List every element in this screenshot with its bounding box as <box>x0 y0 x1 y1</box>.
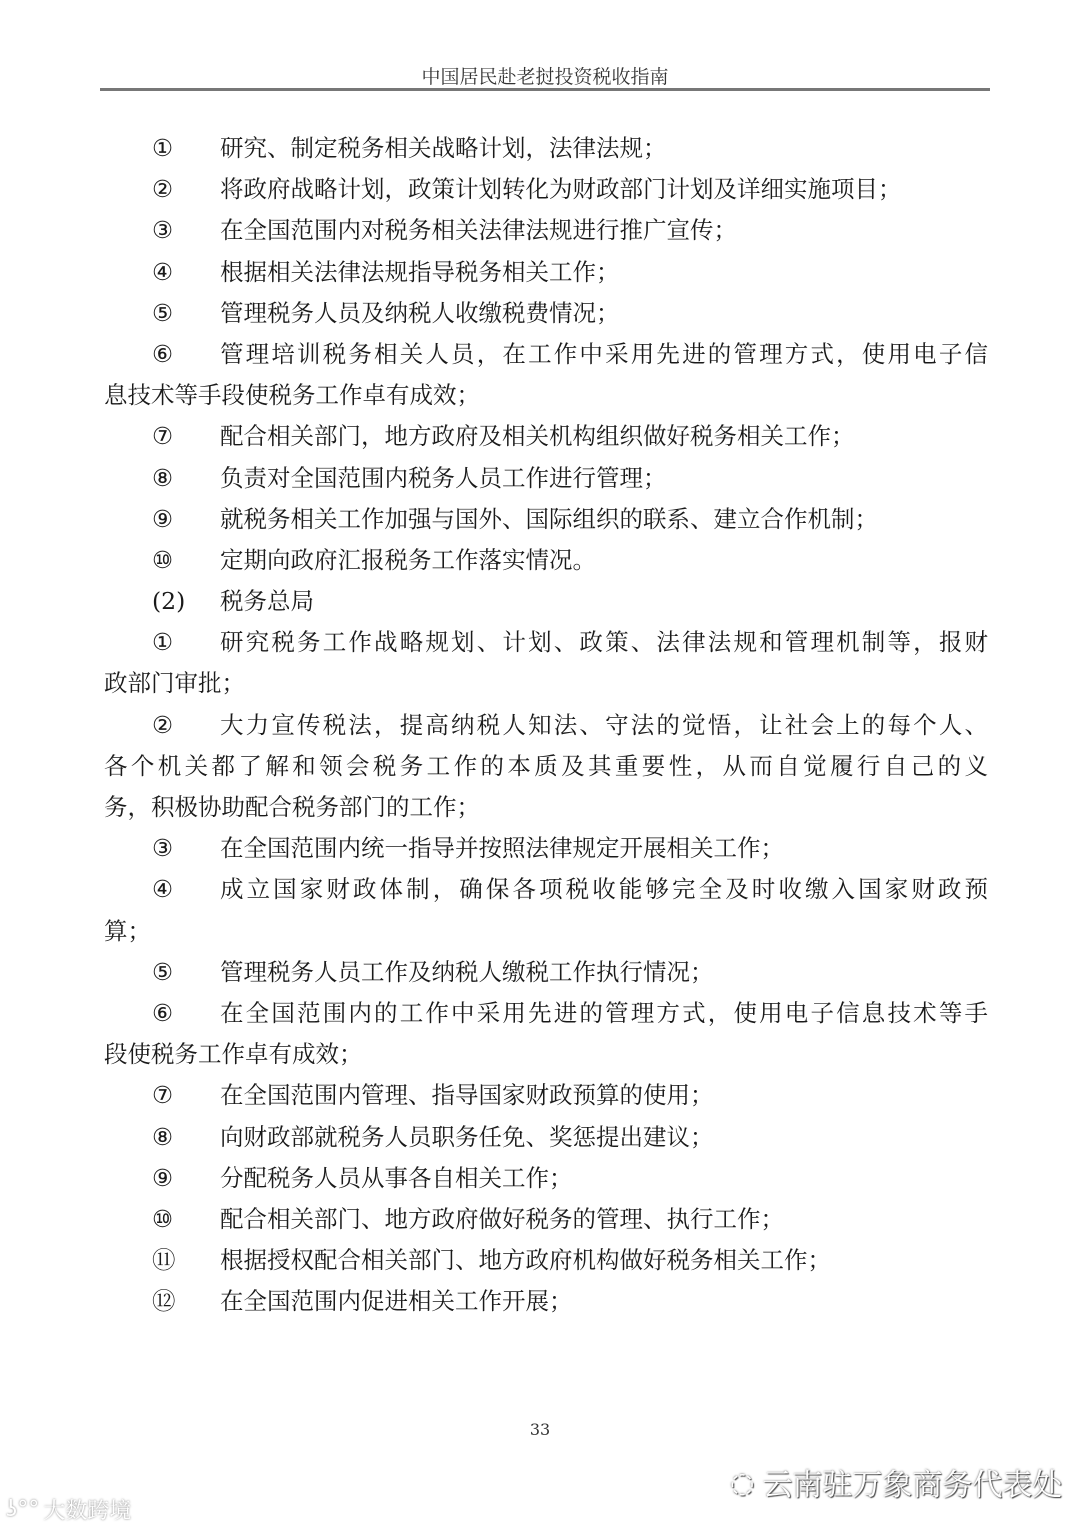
list-item <box>104 869 988 951</box>
list-item <box>104 1199 988 1240</box>
item-text: 管理培训税务相关人员，在工作中采用先进的管理方式，使用电子信 <box>220 339 988 368</box>
item-text: 大力宣传税法，提高纳税人知法、守法的觉悟，让社会上的每个人、 <box>220 710 988 739</box>
list-item <box>104 1158 988 1199</box>
list-item <box>104 952 988 993</box>
item-text: 就税务相关工作加强与国外、国际组织的联系、建立合作机制； <box>220 504 878 533</box>
item-text: 税务总局 <box>220 587 314 616</box>
item-number: ⑩ <box>152 545 174 574</box>
list-item <box>104 252 988 293</box>
list-item <box>104 622 988 704</box>
item-text: 配合相关部门、地方政府做好税务的管理、执行工作； <box>220 1204 784 1233</box>
item-number: ⑧ <box>152 463 174 492</box>
item-text-continuation: 息技术等手段使税务工作卓有成效； <box>104 381 480 410</box>
list-item <box>104 334 988 416</box>
list-item <box>104 1240 988 1281</box>
list-item <box>104 458 988 499</box>
list-item <box>104 293 988 334</box>
item-text-continuation: 算； <box>104 916 151 945</box>
item-number: ⑨ <box>152 1163 174 1192</box>
list-item <box>104 705 988 829</box>
item-number: ⑦ <box>152 1081 174 1110</box>
list-item <box>104 581 988 622</box>
item-text: 研究、制定税务相关战略计划，法律法规； <box>220 134 667 162</box>
item-text: 管理税务人员及纳税人收缴税费情况； <box>220 298 620 327</box>
item-number: ⑥ <box>152 339 174 368</box>
document-body <box>104 128 988 1322</box>
item-text: 成立国家财政体制，确保各项税收能够完全及时收缴入国家财政预 <box>220 875 988 904</box>
item-number: ⑤ <box>152 957 174 986</box>
item-text-continuation: 务，积极协助配合税务部门的工作； <box>104 793 480 821</box>
item-text: 在全国范围内对税务相关法律法规进行推广宣传； <box>220 216 737 245</box>
item-text-continuation: 政部门审批； <box>104 669 245 698</box>
item-number: ⑫ <box>152 1287 176 1316</box>
item-number: ⑥ <box>152 998 174 1027</box>
item-number: ① <box>152 134 174 162</box>
list-item <box>104 416 988 457</box>
item-number: ③ <box>152 216 174 245</box>
running-header: 中国居民赴老挝投资税收指南 <box>421 66 669 88</box>
wechat-watermark-text: 云南驻万象商务代表处 <box>762 1468 1063 1503</box>
item-number: ⑧ <box>152 1122 174 1151</box>
item-number: ⑨ <box>152 504 174 533</box>
item-text: 根据授权配合相关部门、地方政府机构做好税务相关工作； <box>220 1246 831 1275</box>
list-item <box>104 828 988 869</box>
list-item <box>104 993 988 1075</box>
item-text: 向财政部就税务人员职务任免、奖惩提出建议； <box>220 1122 714 1151</box>
wechat-icon: ◌ <box>730 1465 755 1499</box>
item-number: ① <box>152 628 174 657</box>
page-number: 33 <box>529 1420 551 1439</box>
item-number: ⑪ <box>152 1246 176 1275</box>
wechat-watermark <box>730 1460 1062 1504</box>
item-number: ③ <box>152 834 174 863</box>
item-text: 配合相关部门，地方政府及相关机构组织做好税务相关工作； <box>220 422 855 451</box>
list-item <box>104 540 988 581</box>
item-text: 管理税务人员工作及纳税人缴税工作执行情况； <box>220 957 714 986</box>
list-item <box>104 1281 988 1322</box>
source-watermark-text: 大数跨境 <box>43 1499 132 1524</box>
list-item <box>104 169 988 210</box>
item-number: ⑤ <box>152 298 174 327</box>
list-item <box>104 128 988 169</box>
source-watermark <box>6 1494 131 1525</box>
item-text: 研究税务工作战略规划、计划、政策、法律法规和管理机制等，报财 <box>220 628 988 657</box>
list-item <box>104 1117 988 1158</box>
item-text: 在全国范围内的工作中采用先进的管理方式，使用电子信息技术等手 <box>220 998 988 1027</box>
item-text: 在全国范围内统一指导并按照法律规定开展相关工作； <box>220 834 784 863</box>
item-text-continuation: 各个机关都了解和领会税务工作的本质及其重要性，从而自觉履行自己的义 <box>104 751 988 780</box>
item-text: 根据相关法律法规指导税务相关工作； <box>220 257 620 286</box>
item-number: ⑦ <box>152 422 174 451</box>
list-item <box>104 210 988 251</box>
list-item <box>104 1075 988 1116</box>
item-text: 定期向政府汇报税务工作落实情况。 <box>220 545 596 574</box>
item-text-continuation: 段使税务工作卓有成效； <box>104 1040 363 1069</box>
item-text: 将政府战略计划，政策计划转化为财政部门计划及详细实施项目； <box>220 175 902 204</box>
item-number: ② <box>152 175 174 204</box>
header-rule <box>100 88 990 91</box>
item-number: ④ <box>152 875 174 904</box>
item-number: ④ <box>152 257 174 286</box>
item-number: ⑩ <box>152 1204 174 1233</box>
list-item <box>104 499 988 540</box>
item-text: 在全国范围内促进相关工作开展； <box>220 1287 573 1316</box>
item-text: 在全国范围内管理、指导国家财政预算的使用； <box>220 1081 714 1110</box>
source-logo-icon: ʖ°° <box>6 1497 40 1522</box>
item-number: (2) <box>152 587 186 616</box>
item-number: ② <box>152 710 174 739</box>
item-text: 分配税务人员从事各自相关工作； <box>220 1163 573 1192</box>
item-text: 负责对全国范围内税务人员工作进行管理； <box>220 463 667 492</box>
